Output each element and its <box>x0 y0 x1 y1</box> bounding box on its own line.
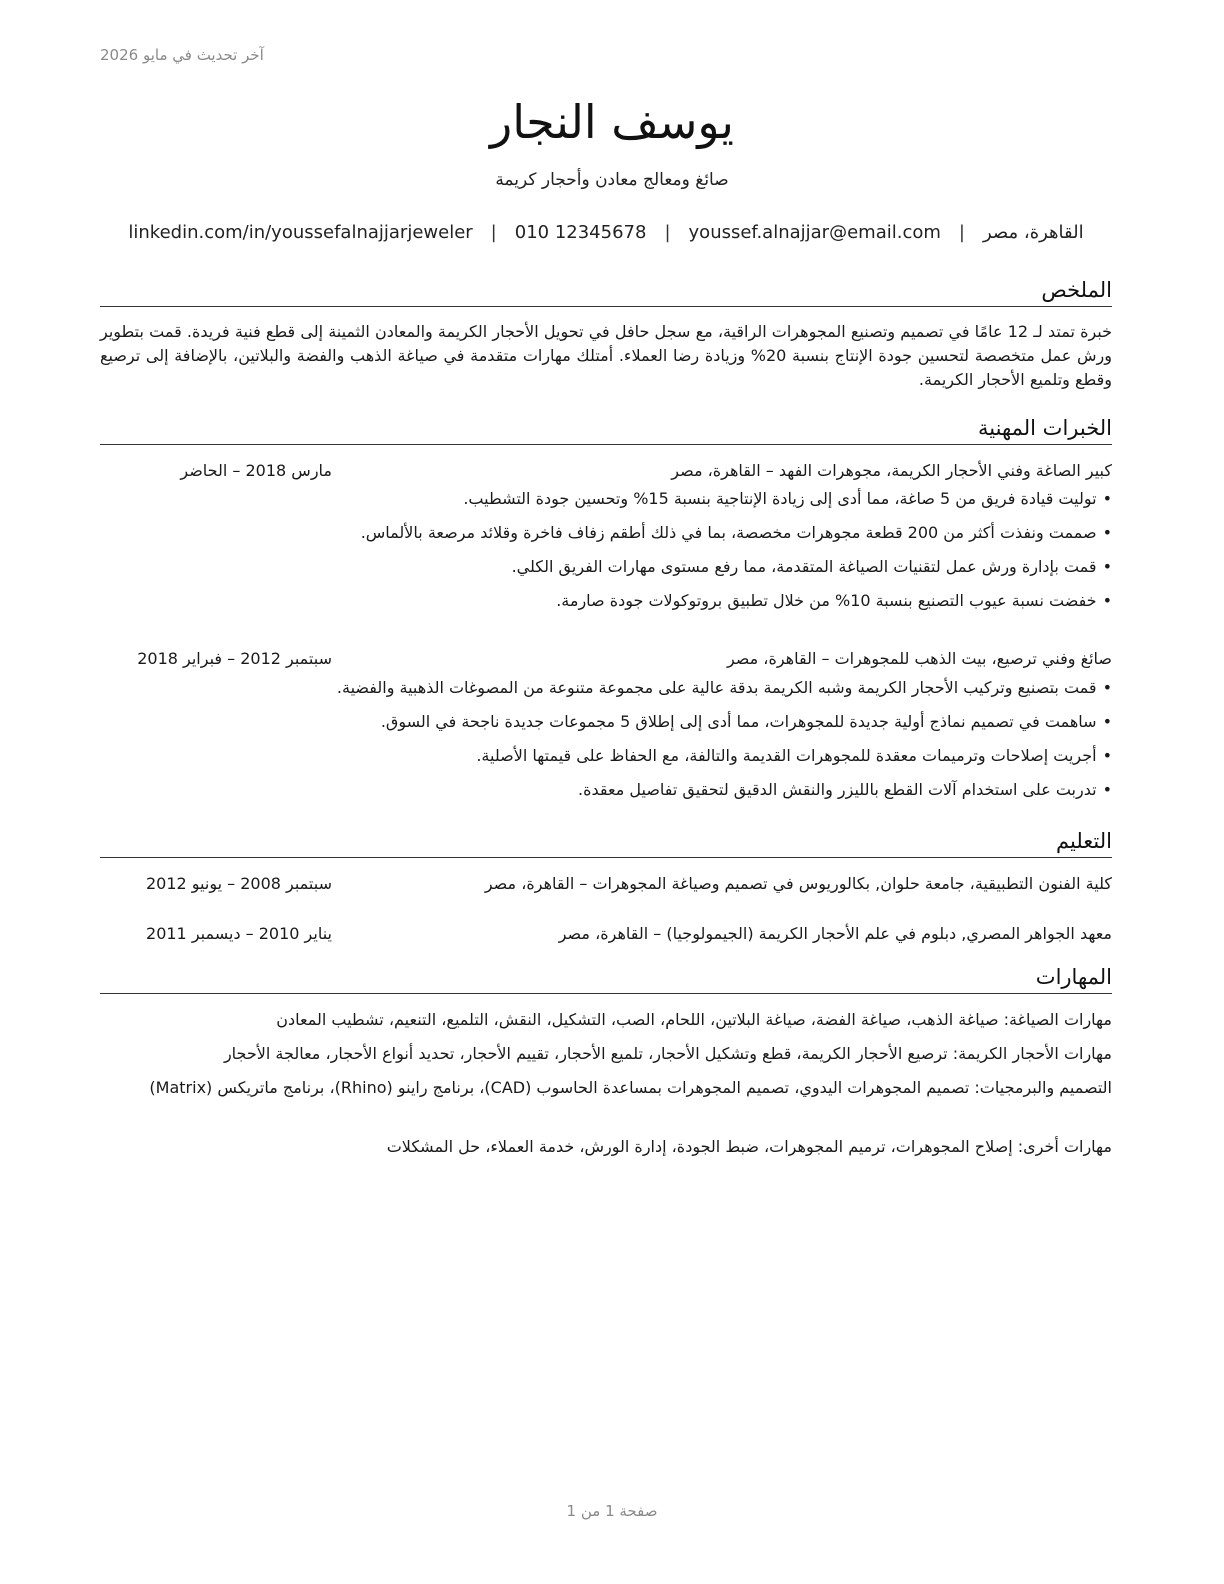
education-text: كلية الفنون التطبيقية، جامعة حلوان, بكالوريوس في تصميم وصياغة المجوهرات – القاهرة، مصر <box>484 874 1112 893</box>
contact-separator: | <box>958 222 965 243</box>
education-heading: التعليم <box>100 827 1112 858</box>
job-bullet <box>100 555 1112 579</box>
education-dates: سبتمبر 2008 – يونيو 2012 <box>145 874 332 893</box>
bullet-symbol: • <box>1102 746 1112 765</box>
candidate-title: صائغ ومعالج معادن وأحجار كريمة <box>495 170 729 190</box>
bullet-symbol: • <box>1102 780 1112 799</box>
job-bullet <box>100 778 1112 802</box>
contact-separator: | <box>664 222 671 243</box>
bullet-text: أجريت إصلاحات وترميمات معقدة للمجوهرات القديمة والتالفة، مع الحفاظ على قيمتها الأصلية. <box>476 746 1097 765</box>
job-bullet <box>100 589 1112 613</box>
skill-line: مهارات الأحجار الكريمة: ترصيع الأحجار الكريمة، قطع وتشكيل الأحجار، تلميع الأحجار، تقييم الأحجار، تحديد أنواع الأحجار، معالجة الأحجار <box>223 1044 1112 1063</box>
bullet-text: صممت ونفذت أكثر من 200 قطعة مجوهرات مخصصة، بما في ذلك أطقم زفاف فاخرة وقلائد مرصعة بالألماس. <box>360 523 1097 542</box>
job-dates: سبتمبر 2012 – فبراير 2018 <box>137 649 332 668</box>
job-bullet <box>100 521 1112 545</box>
job-bullets <box>100 676 1112 812</box>
summary-heading: الملخص <box>100 276 1112 307</box>
skills-heading: المهارات <box>100 963 1112 994</box>
bullet-text: تدربت على استخدام آلات القطع بالليزر والنقش الدقيق لتحقيق تفاصيل معقدة. <box>578 780 1097 799</box>
page-number: صفحة 1 من 1 <box>566 1502 658 1520</box>
education-item <box>100 921 1112 947</box>
bullet-symbol: • <box>1102 591 1112 610</box>
job-bullets <box>100 487 1112 623</box>
experience-heading: الخبرات المهنية <box>100 414 1112 445</box>
contact-phone[interactable]: 010 12345678 <box>514 222 647 243</box>
education-text: معهد الجواهر المصري, دبلوم في علم الأحجار الكريمة (الجيمولوجيا) – القاهرة، مصر <box>558 924 1112 943</box>
bullet-text: قمت بإدارة ورش عمل لتقنيات الصياغة المتقدمة، مما رفع مستوى مهارات الفريق الكلي. <box>511 557 1097 576</box>
last-updated-note: آخر تحديث في مايو 2026 <box>100 46 264 64</box>
job-bullet <box>100 744 1112 768</box>
bullet-text: ساهمت في تصميم نماذج أولية جديدة للمجوهرات، مما أدى إلى إطلاق 5 مجموعات جديدة ناجحة في السوق. <box>380 712 1097 731</box>
bullet-symbol: • <box>1102 523 1112 542</box>
contact-separator: | <box>490 222 497 243</box>
bullet-text: قمت بتصنيع وتركيب الأحجار الكريمة وشبه الكريمة بدقة عالية على مجموعة متنوعة من المصوغات الذهبية والفضية. <box>336 678 1097 697</box>
contact-linkedin[interactable]: linkedin.com/in/youssefalnajjarjeweler <box>128 222 473 243</box>
job-bullet <box>100 676 1112 700</box>
bullet-symbol: • <box>1102 557 1112 576</box>
skill-line: مهارات الصياغة: صياغة الذهب، صياغة الفضة، صياغة البلاتين، اللحام، الصب، التشكيل، النقش، التلميع، التنعيم، تشطيب المعادن <box>276 1010 1112 1029</box>
bullet-text: توليت قيادة فريق من 5 صاغة، مما أدى إلى زيادة الإنتاجية بنسبة 15% وتحسين جودة التشطيب. <box>463 489 1097 508</box>
job-bullet <box>100 710 1112 734</box>
candidate-name: يوسف النجار <box>490 95 734 149</box>
job-header <box>100 646 1112 672</box>
bullet-text: خفضت نسبة عيوب التصنيع بنسبة 10% من خلال تطبيق بروتوكولات جودة صارمة. <box>556 591 1097 610</box>
skill-line: مهارات أخرى: إصلاح المجوهرات، ترميم المجوهرات، ضبط الجودة، إدارة الورش، خدمة العملاء، حل المشكلات <box>386 1137 1112 1156</box>
summary-text: خبرة تمتد لـ 12 عامًا في تصميم وتصنيع المجوهرات الراقية، مع سجل حافل في تحويل الأحجار الكريمة والمعادن الثمينة إلى قطع فنية فريدة. قمت بتطوير ورش عمل متخصصة لتحسين جودة الإنتاج بنسبة 20% وزيادة رضا العملاء. أمتلك مهارات متقدمة في صياغة الذهب والفضة والبلاتين، بالإضافة إلى ترصيع وقطع وتلميع الأحجار الكريمة. <box>100 322 1113 389</box>
contact-email[interactable]: youssef.alnajjar@email.com <box>688 222 941 243</box>
contact-location: القاهرة، مصر <box>982 222 1084 243</box>
bullet-symbol: • <box>1102 712 1112 731</box>
job-role: صائغ وفني ترصيع، بيت الذهب للمجوهرات – القاهرة، مصر <box>726 649 1112 668</box>
contact-bar <box>100 222 1112 243</box>
education-dates: يناير 2010 – ديسمبر 2011 <box>146 924 332 943</box>
skill-line: التصميم والبرمجيات: تصميم المجوهرات اليدوي، تصميم المجوهرات بمساعدة الحاسوب (CAD)، برنامج راينو (Rhino)، برنامج ماتريكس (Matrix) <box>149 1078 1112 1097</box>
job-header <box>100 458 1112 484</box>
bullet-symbol: • <box>1102 678 1112 697</box>
job-role: كبير الصاغة وفني الأحجار الكريمة، مجوهرات الفهد – القاهرة، مصر <box>671 461 1112 480</box>
bullet-symbol: • <box>1102 489 1112 508</box>
job-bullet <box>100 487 1112 511</box>
job-dates: مارس 2018 – الحاضر <box>180 461 332 480</box>
education-item <box>100 871 1112 897</box>
